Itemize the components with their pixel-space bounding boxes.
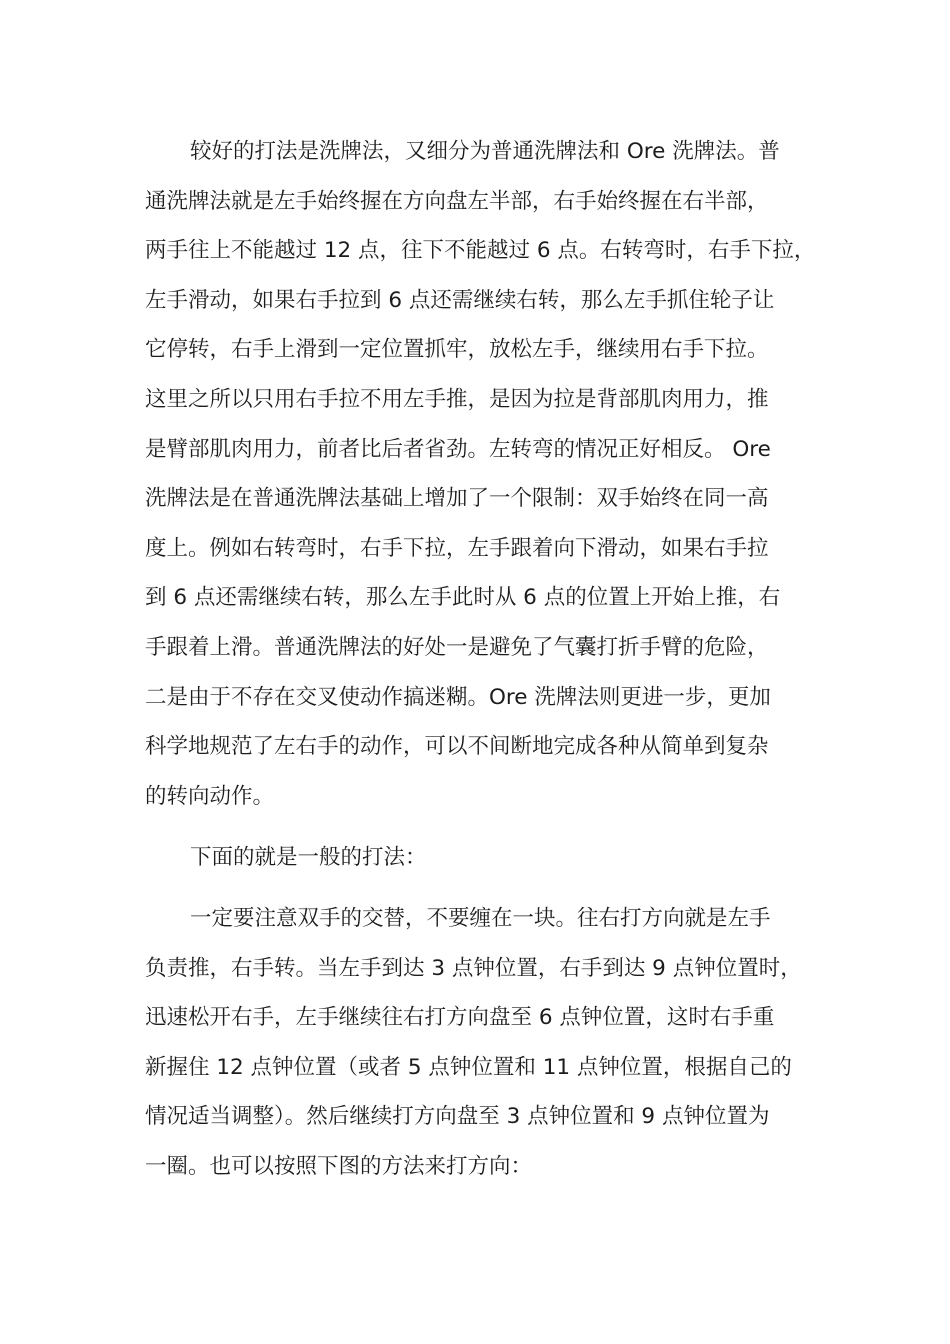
- paragraph-1-line-9: 度上。例如右转弯时，右手下拉，左手跟着向下滑动，如果右手拉: [145, 535, 769, 561]
- paragraph-1-line-13: 科学地规范了左右手的动作，可以不间断地完成各种从简单到复杂: [145, 734, 769, 760]
- paragraph-1-line-4: 左手滑动，如果右手拉到 6 点还需继续右转，那么左手抓住轮子让: [145, 287, 775, 313]
- paragraph-3-line-5: 情况适当调整）。然后继续打方向盘至 3 点钟位置和 9 点钟位置为: [145, 1104, 770, 1130]
- paragraph-1-line-1: 较好的打法是洗牌法，又细分为普通洗牌法和 Ore 洗牌法。普: [190, 139, 780, 164]
- paragraph-3-line-2: 负责推，右手转。当左手到达 3 点钟位置，右手到达 9 点钟位置时，: [145, 955, 802, 981]
- paragraph-1-line-11: 手跟着上滑。普通洗牌法的好处一是避免了气囊打折手臂的危险，: [145, 634, 769, 660]
- paragraph-1-line-2: 通洗牌法就是左手始终握在方向盘左半部，右手始终握在右半部，: [145, 188, 769, 214]
- paragraph-3-line-1: 一定要注意双手的交替，不要缠在一块。往右打方向就是左手: [190, 905, 771, 931]
- paragraph-3-line-3: 迅速松开右手，左手继续往右打方向盘至 6 点钟位置，这时右手重: [145, 1005, 775, 1031]
- paragraph-1-line-8: 洗牌法是在普通洗牌法基础上增加了一个限制：双手始终在同一高: [145, 486, 769, 512]
- paragraph-1-line-7: 是臂部肌肉用力，前者比后者省劲。左转弯的情况正好相反。 Ore: [145, 436, 771, 462]
- paragraph-1-line-5: 它停转，右手上滑到一定位置抓牢，放松左手，继续用右手下拉。: [145, 337, 769, 363]
- paragraph-1-line-12: 二是由于不存在交叉使动作搞迷糊。Ore 洗牌法则更进一步，更加: [145, 684, 771, 710]
- paragraph-1-line-3: 两手往上不能越过 12 点，往下不能越过 6 点。右转弯时，右手下拉，: [145, 238, 816, 264]
- paragraph-2-line-1: 下面的就是一般的打法：: [190, 844, 427, 870]
- paragraph-1-line-6: 这里之所以只用右手拉不用左手推，是因为拉是背部肌肉用力，推: [145, 386, 769, 412]
- paragraph-1-line-14: 的转向动作。: [145, 783, 275, 809]
- paragraph-shuffle-method: [145, 127, 845, 821]
- paragraph-3-line-4: 新握住 12 点钟位置（或者 5 点钟位置和 11 点钟位置，根据自己的: [145, 1054, 792, 1080]
- paragraph-general-method-intro: [145, 833, 845, 883]
- paragraph-3-line-6: 一圈。也可以按照下图的方法来打方向：: [145, 1153, 533, 1179]
- paragraph-general-method: [145, 894, 845, 1192]
- paragraph-1-line-10: 到 6 点还需继续右转，那么左手此时从 6 点的位置上开始上推，右: [145, 585, 781, 611]
- document-page: [145, 127, 845, 1191]
